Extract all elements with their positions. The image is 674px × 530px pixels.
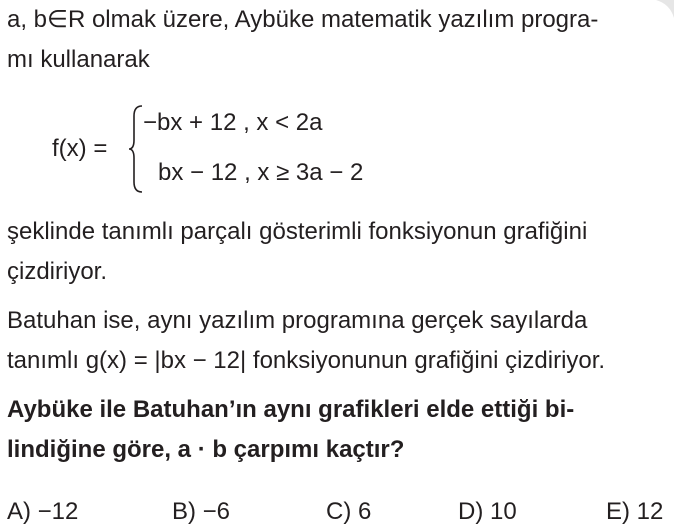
left-brace bbox=[128, 104, 144, 194]
question-prompt-line-1: Aybüke ile Batuhan’ın aynı grafikleri elde ettiği bi- bbox=[7, 396, 575, 423]
answer-option-b[interactable]: B) −6 bbox=[172, 498, 231, 525]
piecewise-function bbox=[52, 104, 452, 194]
function-case-1: −bx + 12 , x < 2a bbox=[143, 109, 323, 136]
question-text-line-4: çizdiriyor. bbox=[7, 258, 108, 285]
question-text-line-1: a, b∈R olmak üzere, Aybüke matematik yazılım progra- bbox=[7, 6, 599, 33]
function-name: f(x) = bbox=[52, 135, 108, 162]
question-prompt-line-2: lindiğine göre, a · b çarpımı kaçtır? bbox=[7, 436, 405, 463]
function-case-2: bx − 12 , x ≥ 3a − 2 bbox=[158, 159, 364, 186]
question-text-line-5: Batuhan ise, aynı yazılım programına gerçek sayılarda bbox=[7, 307, 588, 334]
answer-option-a[interactable]: A) −12 bbox=[7, 498, 79, 525]
answer-option-e[interactable]: E) 12 bbox=[606, 498, 664, 525]
question-text-line-2: mı kullanarak bbox=[7, 46, 150, 73]
page-corner-curl bbox=[652, 0, 674, 22]
question-text-line-6: tanımlı g(x) = |bx − 12| fonksiyonunun grafiğini çizdiriyor. bbox=[7, 347, 606, 374]
answer-options bbox=[0, 497, 674, 527]
answer-option-d[interactable]: D) 10 bbox=[458, 498, 517, 525]
answer-option-c[interactable]: C) 6 bbox=[326, 498, 372, 525]
question-text-line-3: şeklinde tanımlı parçalı gösterimli fonksiyonun grafiğini bbox=[7, 218, 588, 245]
